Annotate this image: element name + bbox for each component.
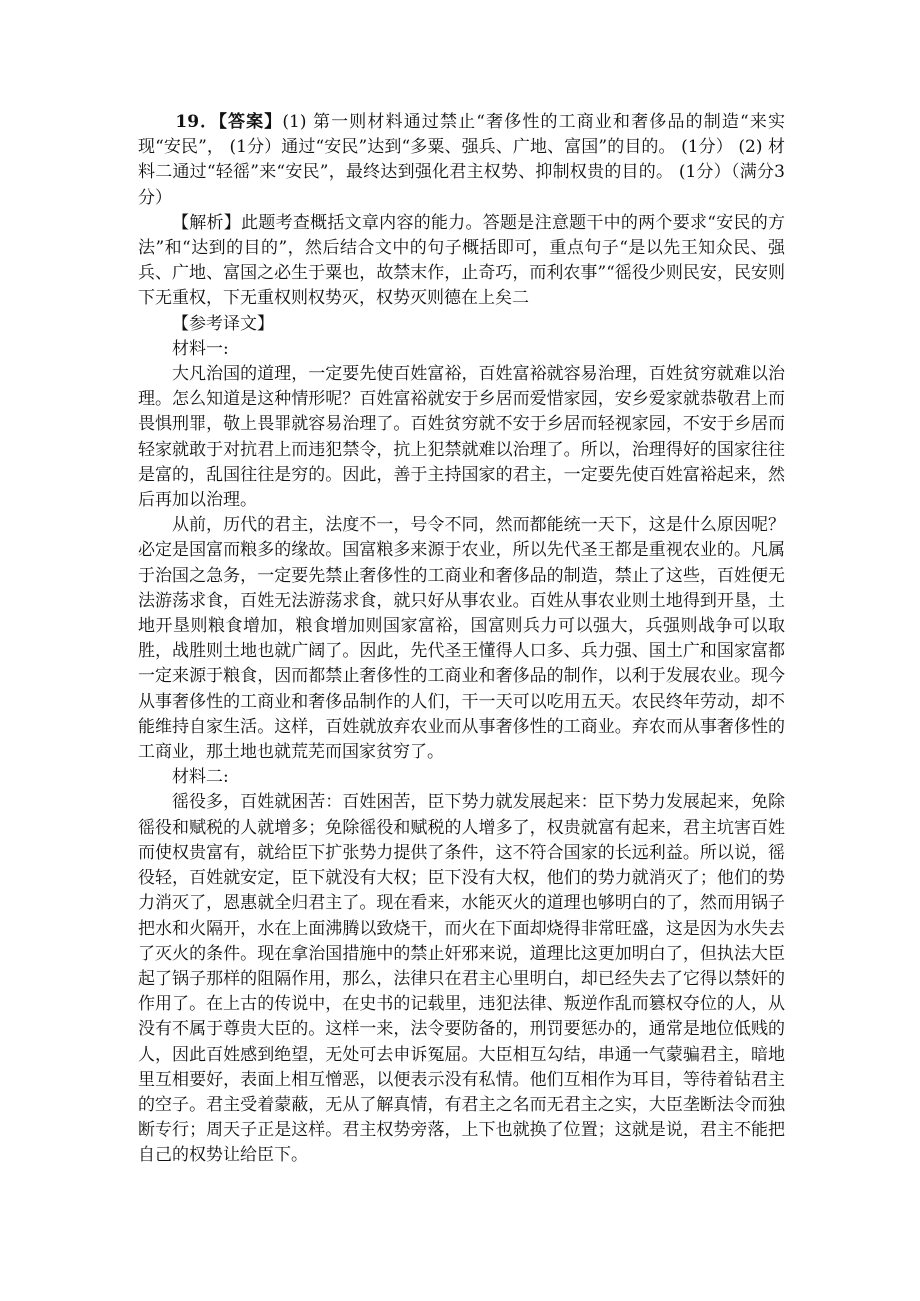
material2-paragraph-1: 徭役多，百姓就困苦：百姓困苦，臣下势力就发展起来：臣下势力发展起来，免除徭役和赋税的人就增多；免除徭役和赋税的人增多了，权贵就富有起来，君主坑害百姓而使权贵富有，就给臣下扩张势力提供了条件，这不符合国家的长远利益。所以说，徭役轻，百姓就安定，臣下就没有大权；臣下没有大权，他们的势力就消灭了；他们的势力消灭了，恩惠就全归君主了。现在看来，水能灭火的道理也够明白的了，然而用锅子把水和火隔开，水在上面沸腾以致烧干，而火在下面却烧得非常旺盛，这是因为水失去了灭火的条件。现在拿治国措施中的禁止奸邪来说，道理比这更加明白了，但执法大臣起了锅子那样的阻隔作用，那么，法律只在君主心里明白，却已经失去了它得以禁奸的作用了。在上古的传说中，在史书的记载里，违犯法律、叛逆作乱而篡权夺位的人，从没有不属于尊贵大臣的。这样一来，法令要防备的，刑罚要惩办的，通常是地位低贱的人，因此百姓感到绝望，无处可去申诉冤屈。大臣相互勾结，串通一气蒙骗君主，暗地里互相要好，表面上相互憎恶，以便表示没有私情。他们互相作为耳目，等待着钻君主的空子。君主受着蒙蔽，无从了解真情，有君主之名而无君主之实，大臣垄断法令而独断专行；周天子正是这样。君主权势旁落，上下也就换了位置；这就是说，君主不能把自己的权势让给臣下。 [138, 792, 785, 1166]
material1-heading: 材料一: [172, 338, 229, 359]
analysis-paragraph [138, 211, 785, 312]
material1-paragraph-2: 从前，历代的君主，法度不一，号令不同，然而都能统一天下，这是什么原因呢？必定是国富而粮多的缘故。国富粮多来源于农业，所以先代圣王都是重视农业的。凡属于治国之急务，一定要先禁止奢侈性的工商业和奢侈品的制造，禁止了这些，百姓便无法游荡求食，百姓无法游荡求食，就只好从事农业。百姓从事农业则土地得到开垦，土地开垦则粮食增加，粮食增加则国家富裕，国富则兵力可以强大，兵强则战争可以取胜，战胜则土地也就广阔了。因此，先代圣王懂得人口多、兵力强、国土广和国家富都一定来源于粮食，因而都禁止奢侈性的工商业和奢侈品的制作，以利于发展农业。现今从事奢侈性的工商业和奢侈品制作的人们，干一天可以吃用五天。农民终年劳动，却不能维持自家生活。这样，百姓就放弃农业而从事奢侈性的工商业。弃农而从事奢侈性的工商业，那土地也就荒芜而国家贫穷了。 [138, 515, 785, 763]
analysis-label: 【解析】 [172, 212, 242, 233]
material2-heading: 材料二: [172, 767, 229, 788]
translation-heading: 【参考译文】 [172, 313, 274, 334]
material1-paragraph-1: 大凡治国的道理，一定要先使百姓富裕，百姓富裕就容易治理，百姓贫穷就难以治理。怎么知道是这种情形呢？百姓富裕就安于乡居而爱惜家园，安乡爱家就恭敬君上而畏惧刑罪，敬上畏罪就容易治理了。百姓贫穷就不安于乡居而轻视家园，不安于乡居而轻家就敢于对抗君上而违犯禁令，抗上犯禁就难以治理了。所以，治理得好的国家往往是富的，乱国往往是穷的。因此，善于主持国家的君主，一定要先使百姓富裕起来，然后再加以治理。 [138, 364, 785, 511]
question-number: 19． [175, 112, 219, 132]
answer-label: 【答案】 [218, 112, 283, 132]
answer-paragraph [138, 110, 785, 211]
analysis-text: 此题考查概括文章内容的能力。答题是注意题干中的两个要求“安民的方法”和“达到的目的”，然后结合文中的句子概括即可，重点句子“是以先王知众民、强兵、广地、富国之必生于粟也，故禁末作，止奇巧，而利农事”“徭役少则民安，民安则下无重权，下无重权则权势灭，权势灭则德在上矣二 [138, 212, 785, 309]
answer-text: (1) 第一则材料通过禁止“奢侈性的工商业和奢侈品的制造“来实现“安民”， (1分）通过“安民”达到“多粟、强兵、广地、富国”的目的。 (1分） (2) 材料二通过“轻徭”来“安民”，最终达到强化君主权势、抑制权贵的目的。 (1分）（满分3分） [138, 112, 785, 208]
